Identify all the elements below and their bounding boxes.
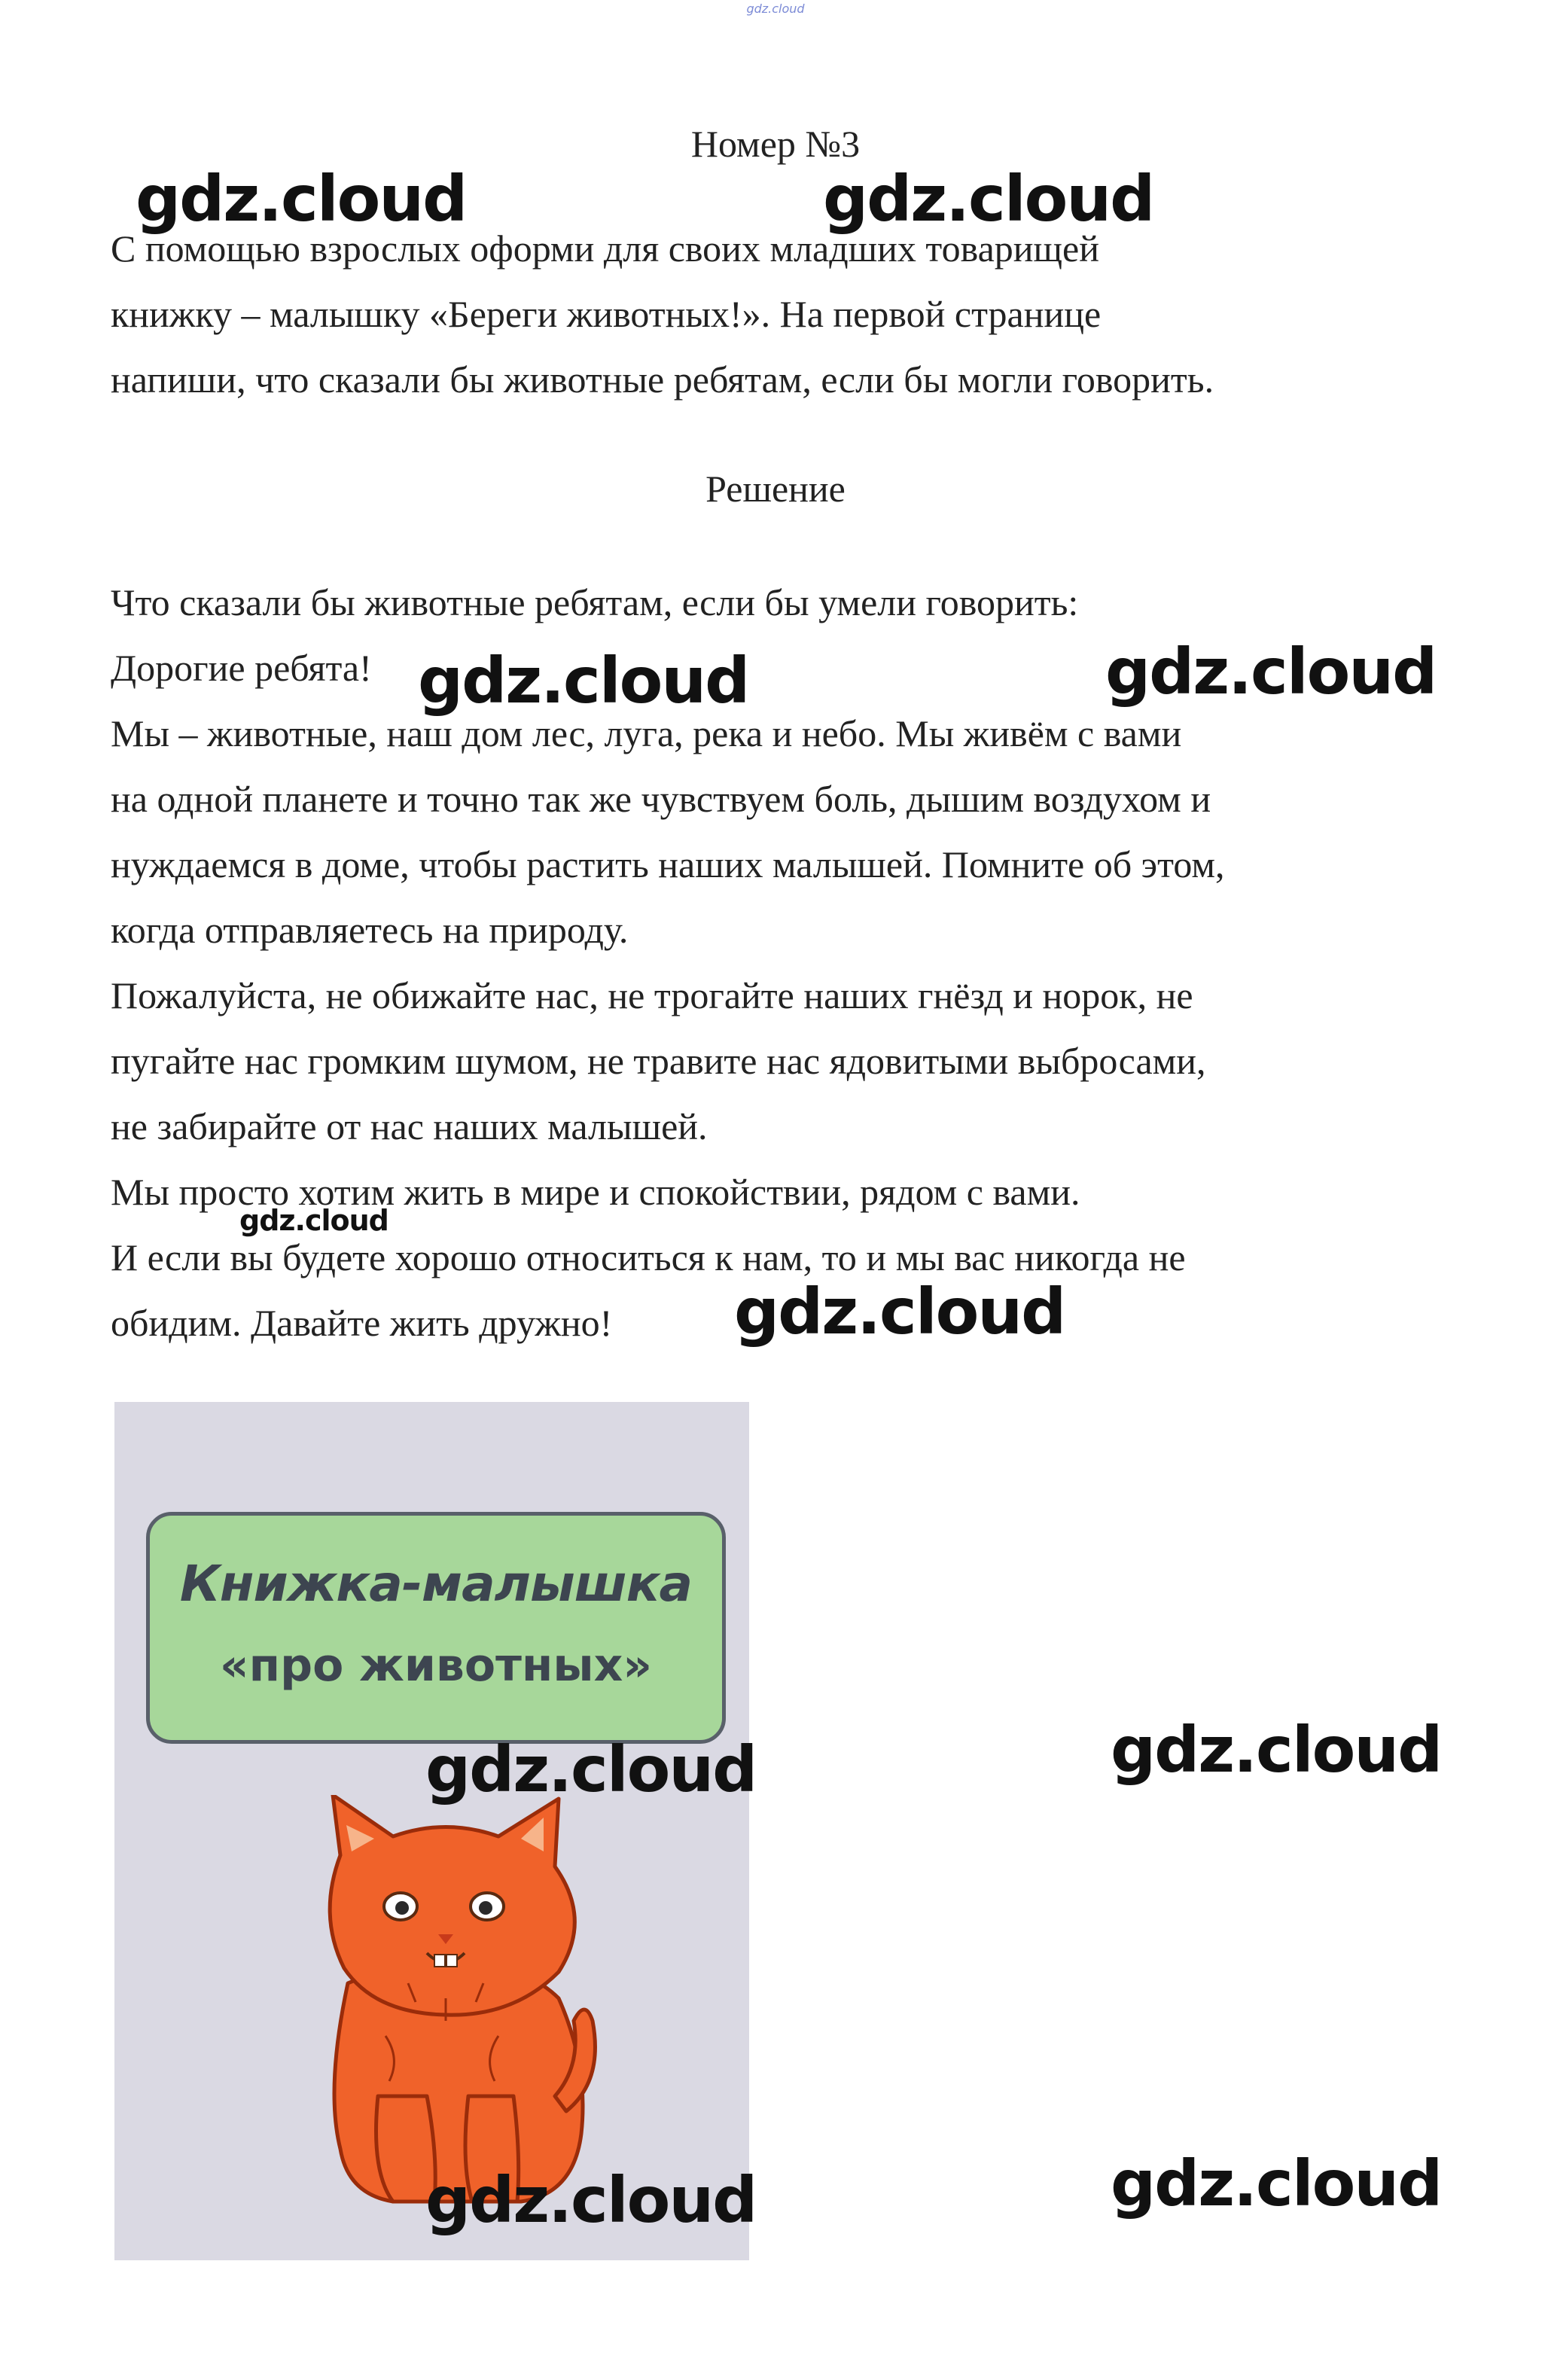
solution-line: И если вы будете хорошо относиться к нам, то и мы вас никогда не — [111, 1236, 1186, 1278]
solution-line: Мы – животные, наш дом лес, луга, река и небо. Мы живём с вами — [111, 712, 1182, 754]
solution-line: когда отправляетесь на природу. — [111, 909, 629, 951]
task-line: книжку – малышку «Береги животных!». На первой странице — [111, 293, 1102, 335]
book-title-line2: «про животных» — [219, 1639, 653, 1692]
watermark-text: gdz.cloud — [1111, 2147, 1442, 2220]
solution-line: Мы просто хотим жить в мире и спокойствии, рядом с вами. — [111, 1171, 1080, 1213]
watermark-text: gdz.cloud — [136, 162, 467, 236]
solution-line: на одной планете и точно так же чувствуем боль, дышим воздухом и — [111, 778, 1211, 820]
watermark-text: gdz.cloud — [1105, 635, 1437, 709]
solution-line: Дорогие ребята! — [111, 647, 372, 689]
solution-line: Что сказали бы животные ребятам, если бы умели говорить: — [111, 581, 1079, 623]
solution-line: пугайте нас громким шумом, не травите нас ядовитыми выбросами, — [111, 1040, 1206, 1082]
watermark-text: gdz.cloud — [734, 1275, 1065, 1348]
watermark-text: gdz.cloud — [823, 162, 1154, 236]
task-title: Номер №3 — [690, 123, 861, 165]
watermark-text: gdz.cloud — [1111, 1713, 1442, 1787]
task-line: напиши, что сказали бы животные ребятам, если бы могли говорить. — [111, 358, 1214, 401]
header-watermark: gdz.cloud — [746, 2, 805, 16]
kitten-drawing — [295, 1795, 604, 2217]
task-line: С помощью взрослых оформи для своих младших товарищей — [111, 227, 1099, 270]
solution-title: Решение — [705, 468, 846, 510]
book-cover-photo — [114, 1402, 749, 2260]
solution-line: не забирайте от нас наших малышей. — [111, 1105, 708, 1147]
watermark-text: gdz.cloud — [425, 1732, 757, 1806]
task-text — [111, 216, 1466, 413]
solution-line: обидим. Давайте жить дружно! — [111, 1302, 613, 1344]
solution-line: нуждаемся в доме, чтобы растить наших малышей. Помните об этом, — [111, 843, 1225, 885]
watermark-text: gdz.cloud — [425, 2163, 757, 2237]
watermark-text: gdz.cloud — [239, 1204, 389, 1237]
book-title-banner — [146, 1512, 726, 1744]
solution-line: Пожалуйста, не обижайте нас, не трогайте наших гнёзд и норок, не — [111, 974, 1193, 1016]
watermark-text: gdz.cloud — [418, 644, 749, 718]
book-title-line1: Книжка-малышка — [179, 1555, 693, 1613]
